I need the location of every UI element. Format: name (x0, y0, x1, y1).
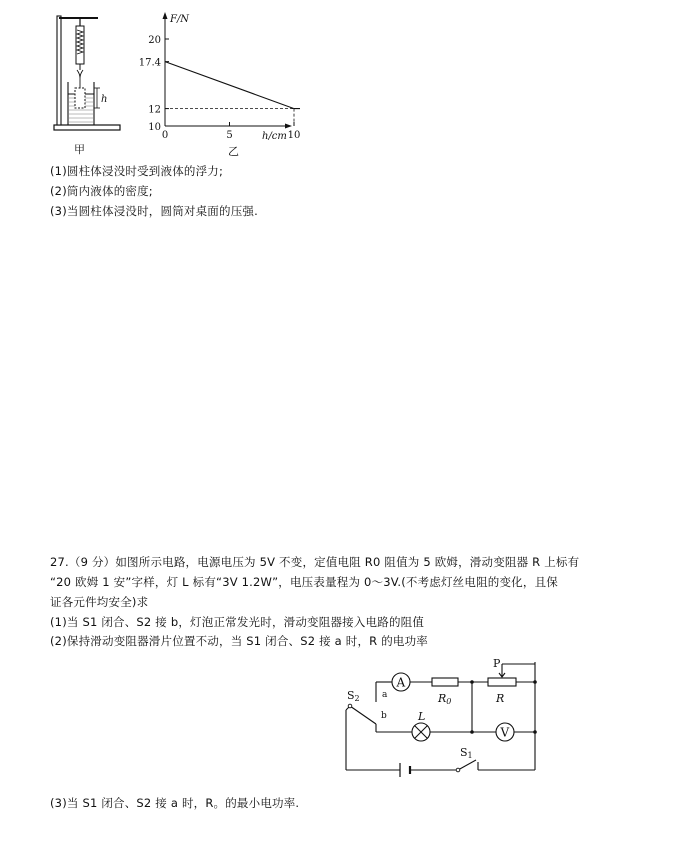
spring-scale (76, 26, 84, 78)
q27-stem-line-3: 证各元件均安全)求 (50, 595, 149, 609)
resistor-r0 (432, 678, 458, 706)
switch-s1 (456, 746, 476, 772)
rheostat-label: R (496, 692, 505, 705)
lamp (412, 710, 430, 741)
lamp-label: L (418, 710, 426, 723)
stand-pole (57, 16, 61, 125)
slider-p-label: P (493, 657, 501, 670)
ammeter (392, 673, 410, 691)
q26-item-1: (1)圆柱体浸没时受到液体的浮力; (50, 164, 224, 178)
cylinder (75, 88, 85, 108)
apparatus-figure (50, 8, 300, 156)
voltmeter (496, 723, 514, 741)
chart-y-tick-label-3: 20 (148, 35, 161, 46)
chart-x-tick-label-0: 0 (161, 130, 169, 141)
chart-x-axis-label: h/cm (262, 131, 287, 142)
contact-a-label: a (382, 690, 388, 700)
q27-item-2: (2)保持滑动变阻器滑片位置不动，当 S1 闭合、S2 接 a 时，R 的电功率 (50, 634, 428, 648)
r0-label: R0 (438, 692, 452, 706)
chart-y-tick-label-2: 17.4 (138, 57, 161, 69)
h-dimension-label: h (101, 94, 108, 105)
q27-item-1: (1)当 S1 闭合、S2 接 b，灯泡正常发光时，滑动变阻器接入电路的阻值 (50, 615, 425, 629)
q27-stem-line-1: 27.（9 分）如图所示电路，电源电压为 5V 不变，定值电阻 R0 阻值为 5 欧姆，滑动变阻器 R 上标有 (50, 555, 580, 569)
q27-item-3: (3)当 S1 闭合、S2 接 a 时，R。的最小电功率. (50, 796, 300, 810)
chart-x-tick-label-2: 10 (287, 130, 300, 141)
s2-label: S2 (347, 689, 360, 703)
q26-item-3: (3)当圆柱体浸没时，圆筒对桌面的压强. (50, 204, 258, 218)
chart-series-line (165, 62, 300, 109)
s1-label: S1 (460, 746, 473, 760)
chart-y-axis-label: F/N (170, 14, 190, 25)
q26-item-2: (2)筒内液体的密度; (50, 184, 153, 198)
figure-label-jia: 甲 (74, 143, 85, 156)
force-depth-chart (139, 12, 300, 142)
chart-x-tick-label-1: 5 (226, 130, 233, 141)
voltmeter-label: V (500, 725, 510, 740)
battery (400, 763, 410, 777)
chart-y-tick-label-1: 12 (148, 104, 161, 116)
q27-stem-line-2: “20 欧姆 1 安”字样，灯 L 标有“3V 1.2W”，电压表量程为 0～3V.(不考虑灯丝电阻的变化，且保 (50, 575, 558, 589)
stand-base (54, 125, 120, 130)
chart-y-tick-label-0: 10 (148, 122, 161, 133)
circuit-diagram (338, 652, 553, 778)
figure-label-yi: 乙 (228, 145, 239, 158)
ammeter-label: A (396, 675, 406, 690)
contact-b-label: b (381, 711, 387, 721)
